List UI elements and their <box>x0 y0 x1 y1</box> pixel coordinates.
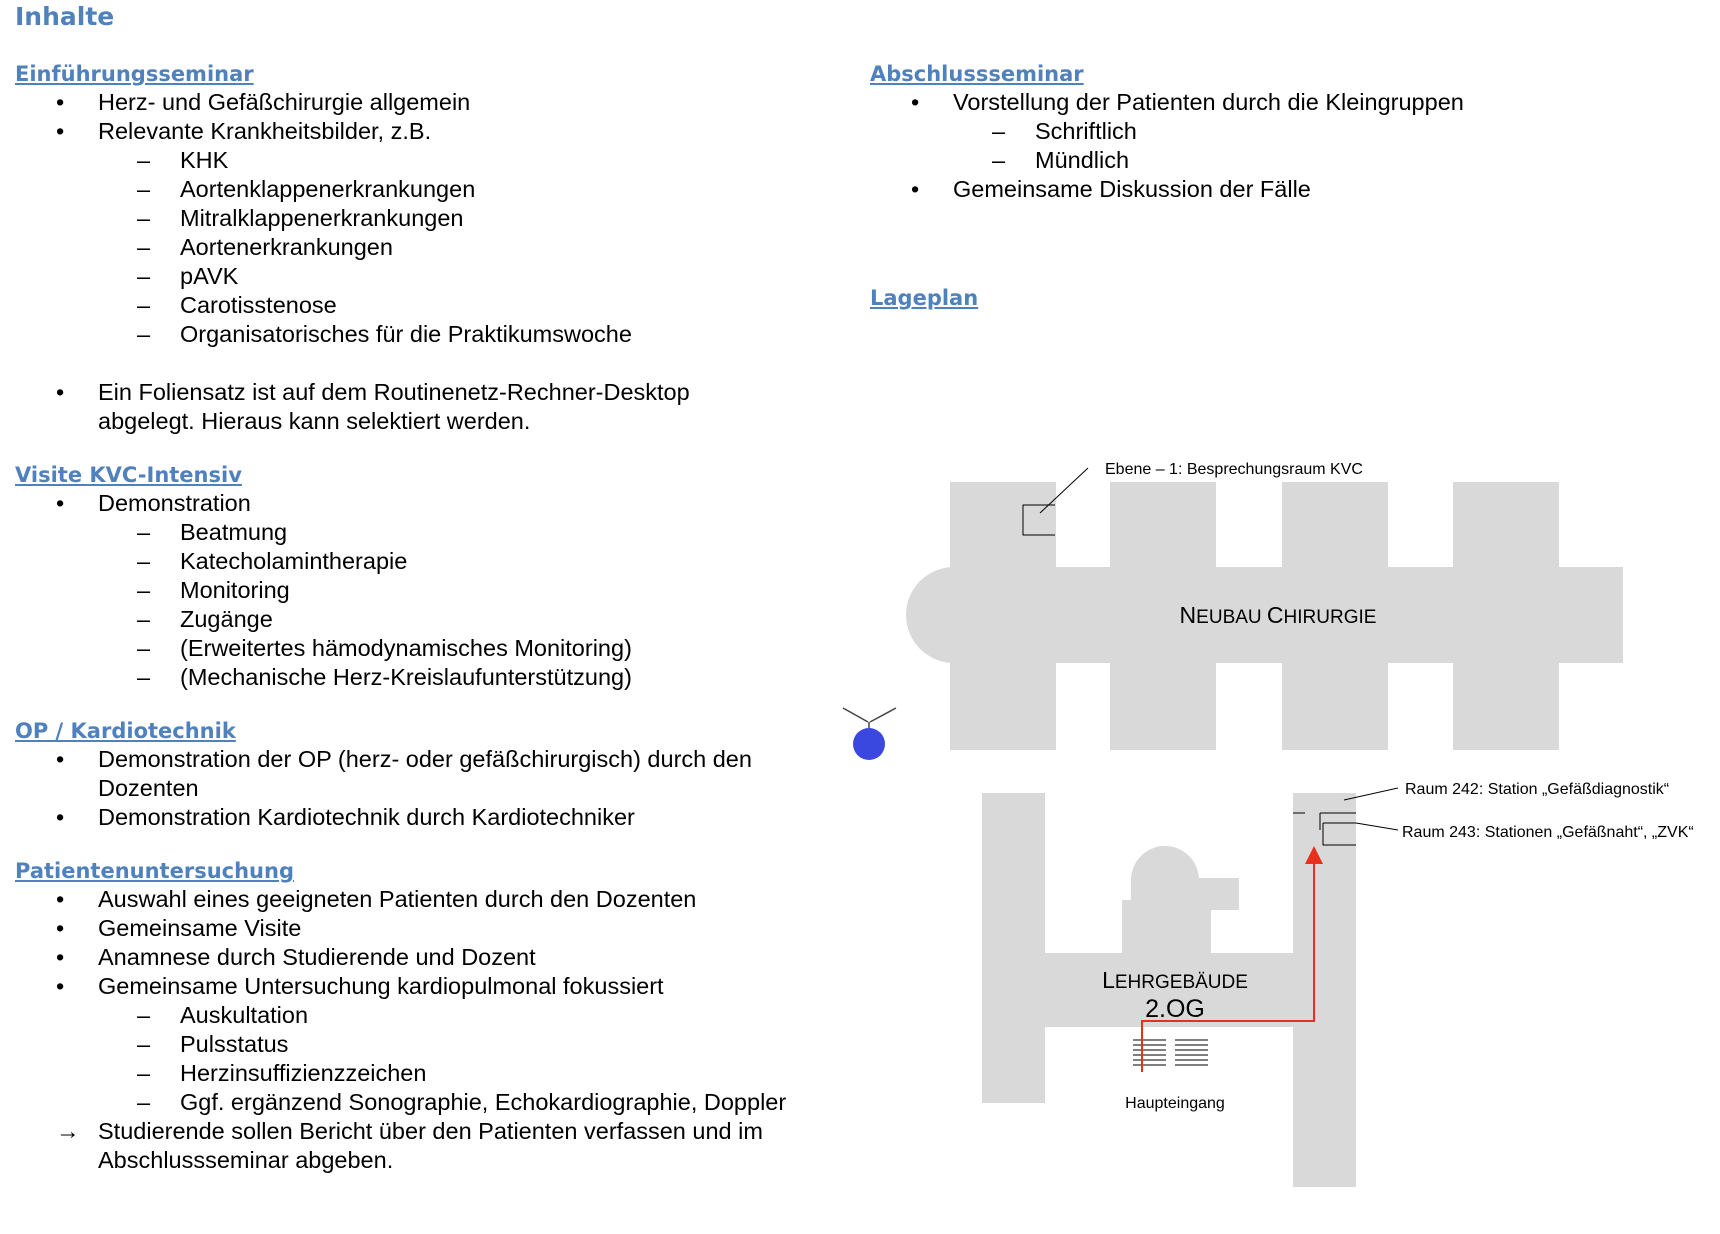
list-item <box>15 885 815 914</box>
list-item <box>870 175 1700 204</box>
heading-einfuehrungsseminar: Einführungsseminar <box>15 62 254 86</box>
list-item <box>15 291 815 320</box>
bullet-marker: • <box>56 746 65 772</box>
stairs-icon <box>1133 1040 1208 1065</box>
list-item <box>15 547 815 576</box>
list-item <box>15 745 778 803</box>
item-text: Carotisstenose <box>180 292 337 318</box>
dash-marker: – <box>137 234 151 260</box>
label-ebene: Ebene – 1: Besprechungsraum KVC <box>1105 461 1363 478</box>
site-map <box>830 440 1720 1210</box>
list-item <box>15 972 815 1001</box>
dash-marker: – <box>137 205 151 231</box>
bullet-marker: • <box>56 490 65 516</box>
heading-abschlussseminar: Abschlussseminar <box>870 62 1084 86</box>
item-text: Organisatorisches für die Praktikumswoche <box>180 321 632 347</box>
building-rotunda <box>906 567 1002 663</box>
list-item <box>15 262 815 291</box>
label-floor: 2.OG <box>1145 995 1205 1023</box>
bullet-marker: • <box>56 804 65 830</box>
list-item <box>15 320 815 349</box>
section-op-kardiotechnik <box>15 717 815 832</box>
dash-marker: – <box>137 263 151 289</box>
dash-marker: – <box>137 606 151 632</box>
item-text: Herz- und Gefäßchirurgie allgemein <box>98 89 471 115</box>
item-text: Schriftlich <box>1035 118 1137 144</box>
item-text: Pulsstatus <box>180 1031 289 1057</box>
item-text: Demonstration Kardiotechnik durch Kardiotechniker <box>98 804 635 830</box>
item-text: Mündlich <box>1035 147 1130 173</box>
item-text: Katecholamintherapie <box>180 548 408 574</box>
dash-marker: – <box>137 664 151 690</box>
list-item <box>15 1117 778 1175</box>
heading-patientenuntersuchung: Patientenuntersuchung <box>15 859 294 883</box>
bullet-marker: • <box>56 973 65 999</box>
item-text: Demonstration der OP (herz- oder gefäßchirurgisch) durch den Dozenten <box>98 746 752 801</box>
list-item <box>15 1030 815 1059</box>
section-lageplan <box>870 284 1700 312</box>
section-einfuehrungsseminar <box>15 60 815 436</box>
bullet-marker: • <box>56 915 65 941</box>
dash-marker: – <box>137 147 151 173</box>
item-text: (Erweitertes hämodynamisches Monitoring) <box>180 635 632 661</box>
list-item <box>15 605 815 634</box>
location-marker-icon <box>843 708 896 760</box>
list-op <box>15 745 815 832</box>
label-neubau-chirurgie: NEUBAU CHIRURGIE <box>1179 602 1377 628</box>
dash-marker: – <box>137 176 151 202</box>
list-item <box>15 204 815 233</box>
item-text: Aortenerkrankungen <box>180 234 393 260</box>
item-text: Studierende sollen Bericht über den Patienten verfassen und im Abschlussseminar abgeben. <box>98 1118 763 1173</box>
building-wing <box>1293 793 1356 1187</box>
item-text: Demonstration <box>98 490 251 516</box>
item-text: Gemeinsame Visite <box>98 915 302 941</box>
item-text: Zugänge <box>180 606 273 632</box>
building-annex <box>1196 878 1239 910</box>
item-text: Anamnese durch Studierende und Dozent <box>98 944 536 970</box>
dash-marker: – <box>137 635 151 661</box>
list-item <box>15 1088 860 1117</box>
list-item <box>870 88 1700 117</box>
arrow-marker: → <box>56 1118 80 1144</box>
item-text: Ein Foliensatz ist auf dem Routinenetz-Rechner-Desktop abgelegt. Hieraus kann selektiert werden. <box>98 379 690 434</box>
label-raum-243: Raum 243: Stationen „Gefäßnaht“, „ZVK“ <box>1402 824 1694 841</box>
dash-marker: – <box>992 118 1006 144</box>
list-item <box>15 117 815 146</box>
label-haupteingang: Haupteingang <box>1125 1095 1225 1112</box>
item-text: Ggf. ergänzend Sonographie, Echokardiographie, Doppler <box>180 1089 787 1115</box>
list-item <box>15 489 815 518</box>
list-item <box>15 378 778 436</box>
dash-marker: – <box>137 577 151 603</box>
item-text: pAVK <box>180 263 239 289</box>
list-visite <box>15 489 815 692</box>
item-text: Gemeinsame Diskussion der Fälle <box>953 176 1311 202</box>
list-item <box>15 88 815 117</box>
right-column <box>870 60 1700 312</box>
item-text: Monitoring <box>180 577 290 603</box>
list-item <box>15 943 815 972</box>
dash-marker: – <box>137 321 151 347</box>
dash-marker: – <box>137 519 151 545</box>
list-item <box>15 233 815 262</box>
dash-marker: – <box>137 1089 151 1115</box>
label-lehrgebaeude: LEHRGEBÄUDE <box>1102 967 1248 993</box>
bullet-marker: • <box>56 89 65 115</box>
dash-marker: – <box>137 548 151 574</box>
list-item <box>15 518 815 547</box>
list-item <box>15 634 815 663</box>
list-abschluss <box>870 88 1700 204</box>
list-item <box>15 175 815 204</box>
list-item <box>15 576 815 605</box>
section-abschlussseminar <box>870 60 1700 204</box>
item-text: Aortenklappenerkrankungen <box>180 176 476 202</box>
list-item <box>15 1001 815 1030</box>
item-text: Gemeinsame Untersuchung kardiopulmonal fokussiert <box>98 973 664 999</box>
bullet-marker: • <box>911 89 920 115</box>
dash-marker: – <box>137 292 151 318</box>
list-item <box>15 1059 815 1088</box>
page-title: Inhalte <box>15 2 115 31</box>
section-visite-kvc-intensiv <box>15 461 815 692</box>
item-text: Relevante Krankheitsbilder, z.B. <box>98 118 432 144</box>
bullet-marker: • <box>56 379 65 405</box>
building-annex <box>1131 880 1199 905</box>
dash-marker: – <box>992 147 1006 173</box>
item-text: (Mechanische Herz-Kreislaufunterstützung) <box>180 664 632 690</box>
list-item <box>15 914 815 943</box>
item-text: Mitralklappenerkrankungen <box>180 205 464 231</box>
left-column <box>15 60 815 1175</box>
bullet-marker: • <box>56 118 65 144</box>
list-item <box>15 663 815 692</box>
dash-marker: – <box>137 1002 151 1028</box>
item-text: Herzinsuffizienzzeichen <box>180 1060 427 1086</box>
bullet-marker: • <box>56 944 65 970</box>
item-text: KHK <box>180 147 229 173</box>
building-wing <box>982 793 1045 1103</box>
item-text: Beatmung <box>180 519 288 545</box>
heading-op-kardiotechnik: OP / Kardiotechnik <box>15 719 236 743</box>
list-item <box>15 803 815 832</box>
heading-lageplan: Lageplan <box>870 286 979 310</box>
dash-marker: – <box>137 1031 151 1057</box>
section-patientenuntersuchung <box>15 857 815 1175</box>
label-raum-242: Raum 242: Station „Gefäßdiagnostik“ <box>1405 781 1670 798</box>
bullet-marker: • <box>56 886 65 912</box>
list-patient <box>15 885 815 1175</box>
bullet-marker: • <box>911 176 920 202</box>
heading-visite-kvc-intensiv: Visite KVC-Intensiv <box>15 463 242 487</box>
list-item <box>870 117 1700 146</box>
list-einfuehrungsseminar <box>15 88 815 436</box>
list-item <box>15 146 815 175</box>
item-text: Auskultation <box>180 1002 309 1028</box>
item-text: Auswahl eines geeigneten Patienten durch den Dozenten <box>98 886 697 912</box>
dash-marker: – <box>137 1060 151 1086</box>
item-text: Vorstellung der Patienten durch die Kleingruppen <box>953 89 1464 115</box>
list-item <box>870 146 1700 175</box>
